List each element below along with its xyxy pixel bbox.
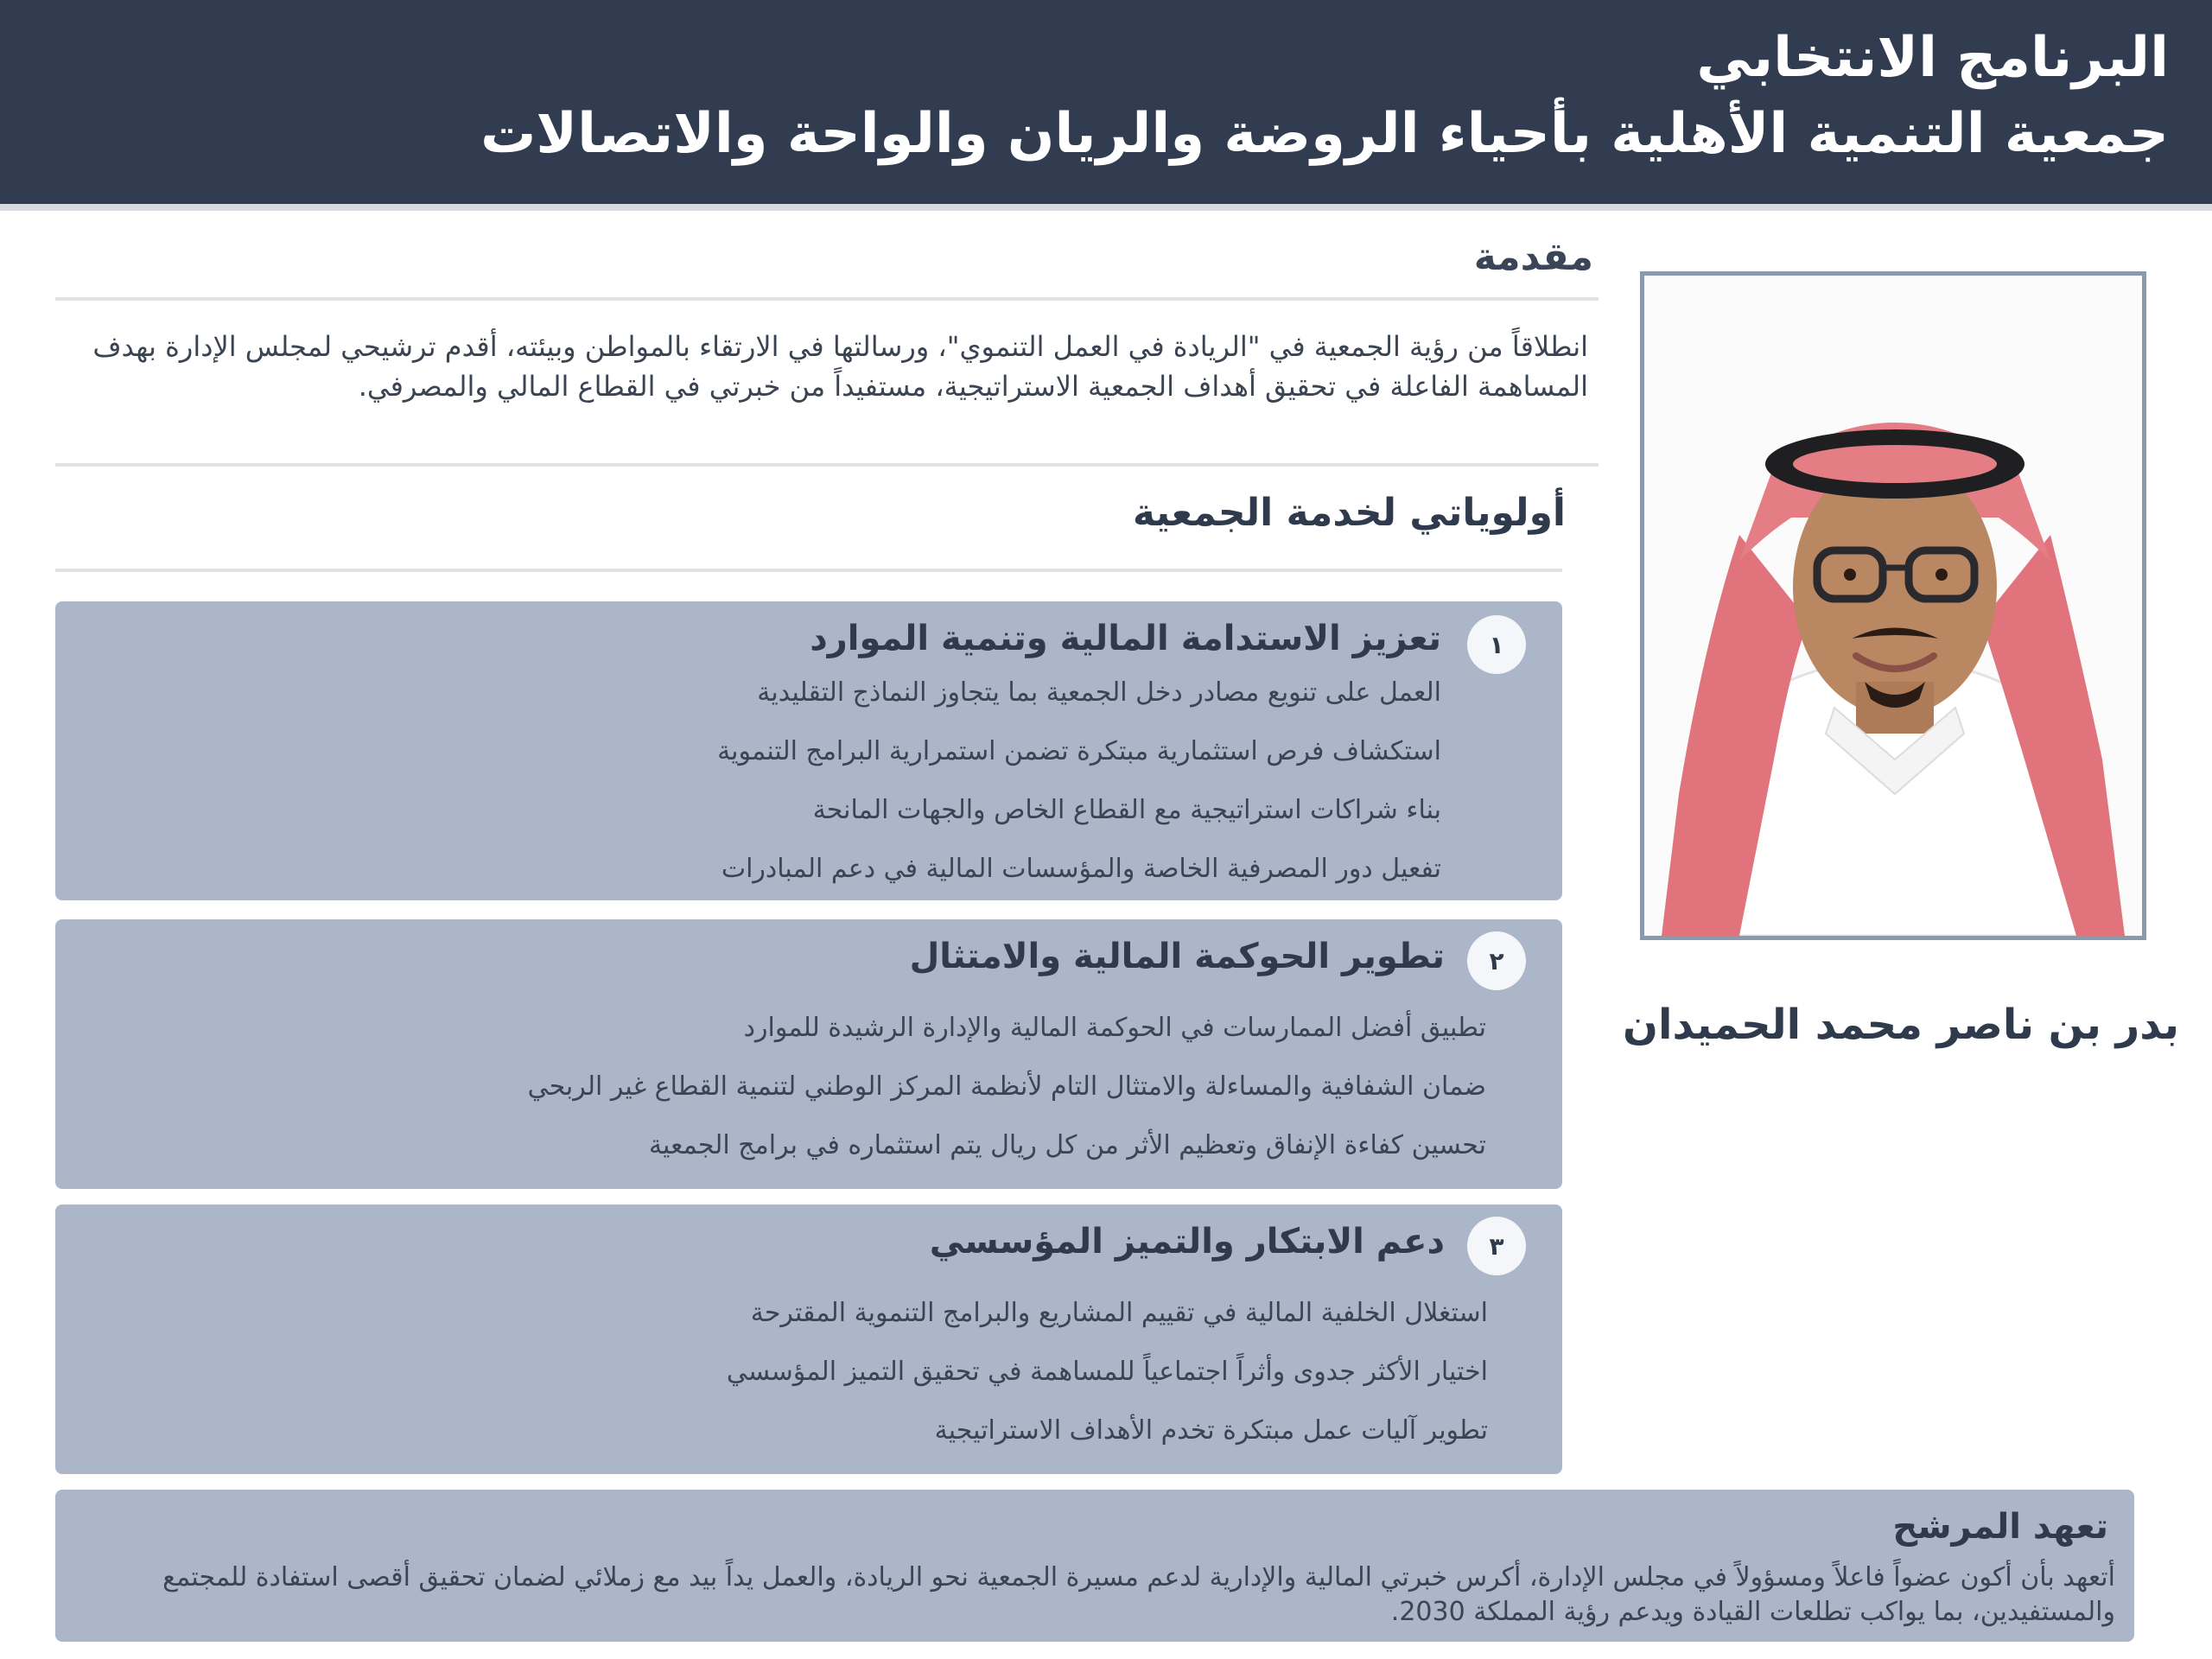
header-divider xyxy=(0,204,2212,211)
intro-divider xyxy=(55,297,1599,301)
priorities-divider xyxy=(55,569,1562,572)
pledge-heading: تعهد المرشح xyxy=(1892,1507,2108,1547)
priority-item: استكشاف فرص استثمارية مبتكرة تضمن استمرارية البرامج التنموية xyxy=(717,736,1441,766)
pledge-paragraph: أتعهد بأن أكون عضواً فاعلاً ومسؤولاً في مجلس الإدارة، أكرس خبرتي المالية والإدارية لدعم مسيرة الجمعية نحو الريادة، والعمل يداً بيد مع زملائي لضمان تحقيق أقصى استفادة للمجتمع والمستفيدين، بما يواكب تطلعات القيادة ويدعم رؤية المملكة 2030. xyxy=(162,1562,2115,1627)
priority-item: تطبيق أفضل الممارسات في الحوكمة المالية والإدارة الرشيدة للموارد xyxy=(743,1013,1486,1043)
priorities-heading: أولوياتي لخدمة الجمعية xyxy=(1132,491,1566,535)
priority-card-1 xyxy=(55,601,1562,900)
priority-item: تطوير آليات عمل مبتكرة تخدم الأهداف الاستراتيجية xyxy=(934,1415,1488,1446)
priority-title: تعزيز الاستدامة المالية وتنمية الموارد xyxy=(810,619,1441,658)
priority-card-2 xyxy=(55,919,1562,1189)
candidate-portrait-illustration xyxy=(1644,276,2142,936)
priority-number-badge: ٣ xyxy=(1467,1217,1526,1275)
priority-title: تطوير الحوكمة المالية والامتثال xyxy=(909,937,1445,976)
intro-bottom-divider xyxy=(55,463,1599,467)
priority-item: ضمان الشفافية والمساءلة والامتثال التام لأنظمة المركز الوطني لتنمية القطاع غير الربحي xyxy=(527,1071,1486,1102)
priority-item: تحسين كفاءة الإنفاق وتعظيم الأثر من كل ريال يتم استثماره في برامج الجمعية xyxy=(648,1130,1486,1160)
priority-card-3 xyxy=(55,1205,1562,1474)
candidate-name: بدر بن ناصر محمد الحميدان xyxy=(1623,1001,2179,1049)
intro-paragraph: انطلاقاً من رؤية الجمعية في "الريادة في العمل التنموي"، ورسالتها في الارتقاء بالمواطن وبيئته، أقدم ترشيحي لمجلس الإدارة بهدف المساهمة الفاعلة في تحقيق أهداف الجمعية الاستراتيجية، مستفيداً من خبرتي في القطاع المالي والمصرفي. xyxy=(92,330,1588,403)
priority-number-badge: ١ xyxy=(1467,615,1526,674)
priority-title: دعم الابتكار والتميز المؤسسي xyxy=(929,1222,1445,1262)
priority-item: تفعيل دور المصرفية الخاصة والمؤسسات المالية في دعم المبادرات xyxy=(721,854,1441,884)
intro-heading: مقدمة xyxy=(1473,235,1593,279)
priority-item: استغلال الخلفية المالية في تقييم المشاريع والبرامج التنموية المقترحة xyxy=(750,1298,1488,1328)
program-title: البرنامج الانتخابي xyxy=(1696,26,2169,90)
header-banner xyxy=(0,0,2212,204)
priority-number-badge: ٢ xyxy=(1467,931,1526,990)
priority-item: بناء شراكات استراتيجية مع القطاع الخاص والجهات المانحة xyxy=(812,795,1441,825)
candidate-pledge-box xyxy=(55,1490,2134,1642)
priority-item: اختيار الأكثر جدوى وأثراً اجتماعياً للمساهمة في تحقيق التميز المؤسسي xyxy=(726,1357,1488,1387)
association-title: جمعية التنمية الأهلية بأحياء الروضة والريان والواحة والاتصالات xyxy=(480,102,2169,166)
candidate-photo xyxy=(1640,271,2146,940)
priority-item: العمل على تنويع مصادر دخل الجمعية بما يتجاوز النماذج التقليدية xyxy=(757,677,1441,708)
